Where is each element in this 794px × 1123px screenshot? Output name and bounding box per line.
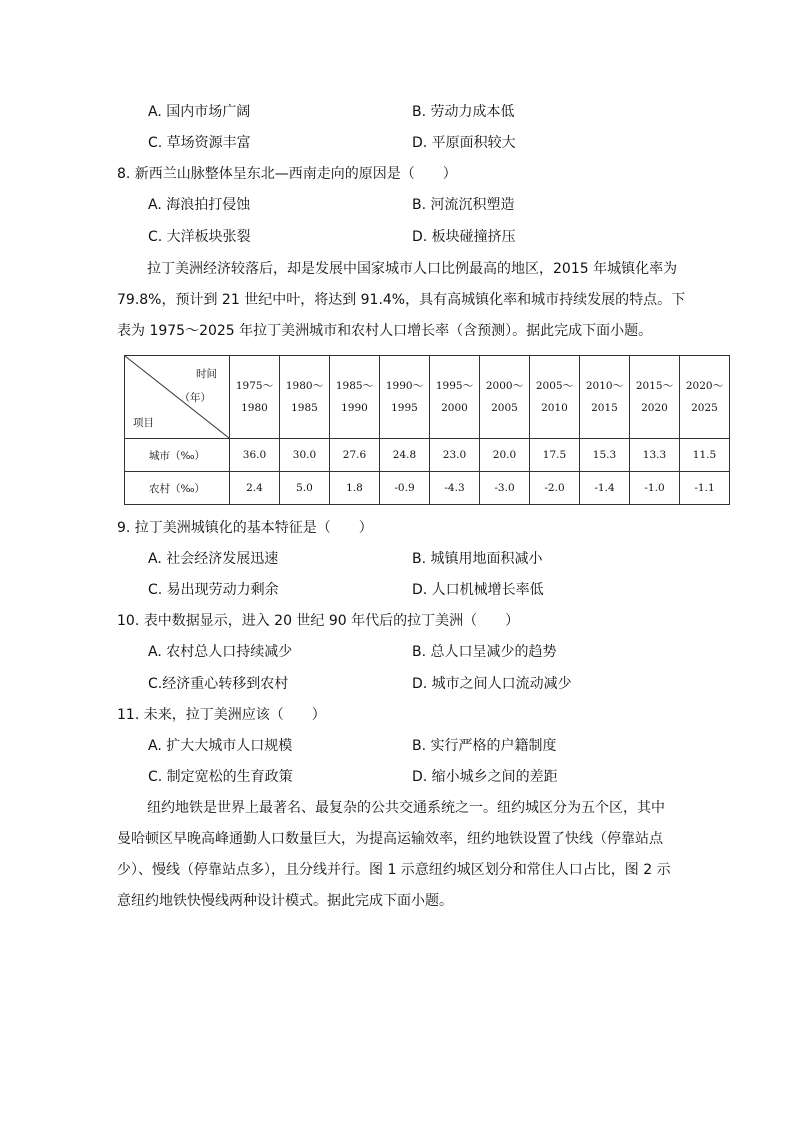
row-label: 城市（‰） bbox=[125, 439, 230, 472]
header-item-label: 项目 bbox=[133, 417, 154, 429]
table-cell: -1.0 bbox=[630, 472, 680, 505]
header-year-label: （年） bbox=[179, 392, 211, 404]
table-cell: -1.1 bbox=[680, 472, 730, 505]
table-cell: -2.0 bbox=[530, 472, 580, 505]
passage2-line3: 少）、慢线（停靠站点多），且分线并行。图 1 示意纽约城区划分和常住人口占比，图 2 示 bbox=[117, 862, 671, 878]
q10-option-a: A. 农村总人口持续减少 bbox=[148, 644, 293, 660]
q8-stem: 8. 新西兰山脉整体呈东北—西南走向的原因是（ ） bbox=[117, 166, 457, 182]
q8-option-b: B. 河流沉积塑造 bbox=[412, 197, 515, 213]
q11-option-d: D. 缩小城乡之间的差距 bbox=[412, 769, 558, 785]
period-header: 2015～ 2020 bbox=[630, 356, 680, 439]
q10-stem: 10. 表中数据显示，进入 20 世纪 90 年代后的拉丁美洲（ ） bbox=[117, 613, 520, 629]
population-growth-table bbox=[124, 355, 730, 505]
table-cell: 23.0 bbox=[430, 439, 480, 472]
table-cell: 13.3 bbox=[630, 439, 680, 472]
q8-option-c: C. 大洋板块张裂 bbox=[148, 229, 251, 245]
period-header: 1995～ 2000 bbox=[430, 356, 480, 439]
passage2-line1: 纽约地铁是世界上最著名、最复杂的公共交通系统之一。纽约城区分为五个区，其中 bbox=[147, 800, 665, 816]
table-row-rural bbox=[125, 472, 730, 505]
q7-option-b: B. 劳动力成本低 bbox=[412, 104, 515, 120]
q9-option-d: D. 人口机械增长率低 bbox=[412, 582, 544, 598]
table-cell: 1.8 bbox=[330, 472, 380, 505]
q7-option-c: C. 草场资源丰富 bbox=[148, 135, 251, 151]
q9-option-c: C. 易出现劳动力剩余 bbox=[148, 582, 279, 598]
table-cell: 15.3 bbox=[580, 439, 630, 472]
passage1-line2: 79.8%，预计到 21 世纪中叶，将达到 91.4%，具有高城镇化率和城市持续发展的特点。下 bbox=[117, 292, 686, 308]
period-header: 2020～ 2025 bbox=[680, 356, 730, 439]
period-header: 2010～ 2015 bbox=[580, 356, 630, 439]
table-header-row bbox=[125, 356, 730, 439]
period-header: 1990～ 1995 bbox=[380, 356, 430, 439]
q10-option-c: C.经济重心转移到农村 bbox=[148, 676, 289, 692]
q8-option-a: A. 海浪拍打侵蚀 bbox=[148, 197, 251, 213]
table-cell: 20.0 bbox=[480, 439, 530, 472]
q11-option-b: B. 实行严格的户籍制度 bbox=[412, 738, 557, 754]
passage1-line3: 表为 1975～2025 年拉丁美洲城市和农村人口增长率（含预测）。据此完成下面小题。 bbox=[117, 323, 653, 339]
q11-stem: 11. 未来，拉丁美洲应该（ ） bbox=[117, 707, 326, 723]
table-cell: -0.9 bbox=[380, 472, 430, 505]
table-corner-header bbox=[125, 356, 230, 439]
header-time-label: 时间 bbox=[196, 368, 217, 380]
q10-option-b: B. 总人口呈减少的趋势 bbox=[412, 644, 557, 660]
table-cell: 30.0 bbox=[280, 439, 330, 472]
table-cell: -1.4 bbox=[580, 472, 630, 505]
row-label: 农村（‰） bbox=[125, 472, 230, 505]
table-cell: 17.5 bbox=[530, 439, 580, 472]
table-cell: 27.6 bbox=[330, 439, 380, 472]
period-header: 1980～ 1985 bbox=[280, 356, 330, 439]
q8-option-d: D. 板块碰撞挤压 bbox=[412, 229, 516, 245]
q9-option-b: B. 城镇用地面积减小 bbox=[412, 551, 543, 567]
table-cell: 2.4 bbox=[230, 472, 280, 505]
period-header: 2000～ 2005 bbox=[480, 356, 530, 439]
period-header: 2005～ 2010 bbox=[530, 356, 580, 439]
table-cell: -3.0 bbox=[480, 472, 530, 505]
q7-option-a: A. 国内市场广阔 bbox=[148, 104, 251, 120]
table-cell: 5.0 bbox=[280, 472, 330, 505]
period-header: 1985～ 1990 bbox=[330, 356, 380, 439]
table-cell: 11.5 bbox=[680, 439, 730, 472]
q11-option-a: A. 扩大大城市人口规模 bbox=[148, 738, 293, 754]
q9-option-a: A. 社会经济发展迅速 bbox=[148, 551, 279, 567]
passage2-line4: 意纽约地铁快慢线两种设计模式。据此完成下面小题。 bbox=[117, 893, 453, 909]
q7-option-d: D. 平原面积较大 bbox=[412, 135, 516, 151]
table-row-urban bbox=[125, 439, 730, 472]
period-header: 1975～ 1980 bbox=[230, 356, 280, 439]
passage2-line2: 曼哈顿区早晚高峰通勤人口数量巨大，为提高运输效率，纽约地铁设置了快线（停靠站点 bbox=[117, 831, 663, 847]
table-cell: 24.8 bbox=[380, 439, 430, 472]
table-cell: -4.3 bbox=[430, 472, 480, 505]
q10-option-d: D. 城市之间人口流动减少 bbox=[412, 676, 572, 692]
q11-option-c: C. 制定宽松的生育政策 bbox=[148, 769, 293, 785]
table-cell: 36.0 bbox=[230, 439, 280, 472]
q9-stem: 9. 拉丁美洲城镇化的基本特征是（ ） bbox=[117, 520, 373, 536]
passage1-line1: 拉丁美洲经济较落后，却是发展中国家城市人口比例最高的地区，2015 年城镇化率为 bbox=[147, 261, 678, 277]
